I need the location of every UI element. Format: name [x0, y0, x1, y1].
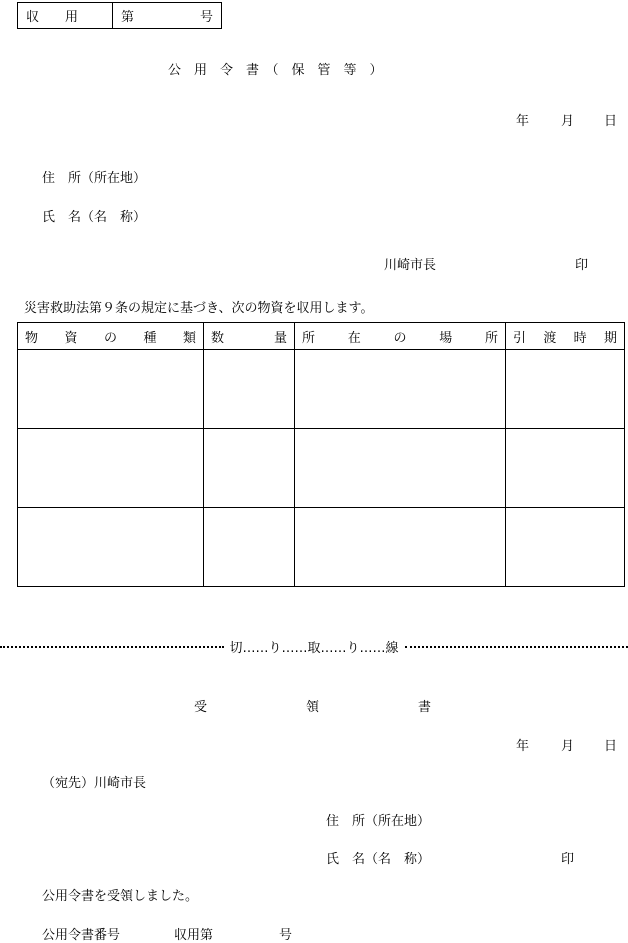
receipt-name-label: 氏 名（名 称）: [326, 852, 431, 867]
receipt-seal: 印: [561, 852, 575, 867]
order-seal: 印: [575, 258, 589, 273]
order-address-label: 住 所（所在地）: [42, 171, 147, 186]
receipt-title-char-2: 領: [306, 700, 320, 715]
header-char: の: [103, 330, 117, 346]
cut-line-label: 切……り……取……り……線: [229, 640, 399, 656]
header-char: 引: [513, 330, 527, 346]
table-cell-goods-type[interactable]: [18, 429, 204, 508]
receipt-statement: 公用令書を受領しました。: [42, 889, 199, 904]
table-cell-quantity[interactable]: [204, 350, 295, 429]
header-char: 所: [484, 330, 498, 346]
cut-line-dots-right: [405, 646, 628, 648]
receipt-title-char-3: 書: [418, 700, 432, 715]
receipt-date-day: 日: [604, 739, 618, 754]
table-cell-quantity[interactable]: [204, 429, 295, 508]
order-date-month: 月: [561, 114, 575, 129]
header-goods-type: [18, 323, 204, 350]
receipt-date-month: 月: [561, 739, 575, 754]
cut-line-dots-left: [0, 646, 224, 648]
header-location: [295, 323, 506, 350]
goods-table-header-row: [18, 323, 625, 350]
table-cell-goods-type[interactable]: [18, 508, 204, 587]
receipt-number-label: 公用令書番号: [42, 928, 121, 943]
stamp-box: [17, 2, 222, 29]
stamp-number-suffix: 号: [199, 10, 213, 25]
cut-line: [0, 637, 628, 655]
receipt-number-prefix: 収用第: [174, 928, 214, 943]
header-char: 資: [64, 330, 78, 346]
header-char: 物: [25, 330, 39, 346]
receipt-addressee: （宛先）川崎市長: [42, 776, 147, 791]
table-cell-location[interactable]: [295, 429, 506, 508]
header-char: 在: [347, 330, 361, 346]
goods-table: [17, 322, 625, 587]
header-delivery-time: [506, 323, 625, 350]
stamp-number-prefix: 第: [121, 10, 135, 25]
table-cell-location[interactable]: [295, 350, 506, 429]
order-name-label: 氏 名（名 称）: [42, 210, 147, 225]
order-statement: 災害救助法第９条の規定に基づき、次の物資を収用します。: [24, 301, 374, 316]
header-char: 数: [211, 330, 225, 346]
stamp-right-cell: [113, 3, 221, 28]
table-cell-goods-type[interactable]: [18, 350, 204, 429]
receipt-number-suffix: 号: [279, 928, 293, 943]
table-cell-delivery-time[interactable]: [506, 508, 625, 587]
table-row: [18, 508, 625, 587]
receipt-date-year: 年: [516, 739, 530, 754]
order-date-year: 年: [516, 114, 530, 129]
receipt-title-char-1: 受: [194, 700, 208, 715]
table-row: [18, 350, 625, 429]
header-char: 所: [302, 330, 316, 346]
header-char: の: [393, 330, 407, 346]
order-title: 公 用 令 書 （ 保 管 等 ）: [168, 63, 383, 78]
order-date-day: 日: [604, 114, 618, 129]
header-char: 期: [603, 330, 617, 346]
header-char: 時: [573, 330, 587, 346]
header-char: 類: [182, 330, 196, 346]
header-char: 場: [439, 330, 453, 346]
order-issuer: 川崎市長: [384, 258, 437, 273]
table-cell-delivery-time[interactable]: [506, 429, 625, 508]
table-row: [18, 429, 625, 508]
header-char: 量: [273, 330, 287, 346]
header-char: 渡: [543, 330, 557, 346]
table-cell-delivery-time[interactable]: [506, 350, 625, 429]
table-cell-quantity[interactable]: [204, 508, 295, 587]
header-quantity: [204, 323, 295, 350]
header-char: 種: [143, 330, 157, 346]
table-cell-location[interactable]: [295, 508, 506, 587]
receipt-address-label: 住 所（所在地）: [326, 814, 431, 829]
stamp-left-label: 収 用: [26, 10, 79, 25]
stamp-left-cell: [18, 3, 113, 28]
